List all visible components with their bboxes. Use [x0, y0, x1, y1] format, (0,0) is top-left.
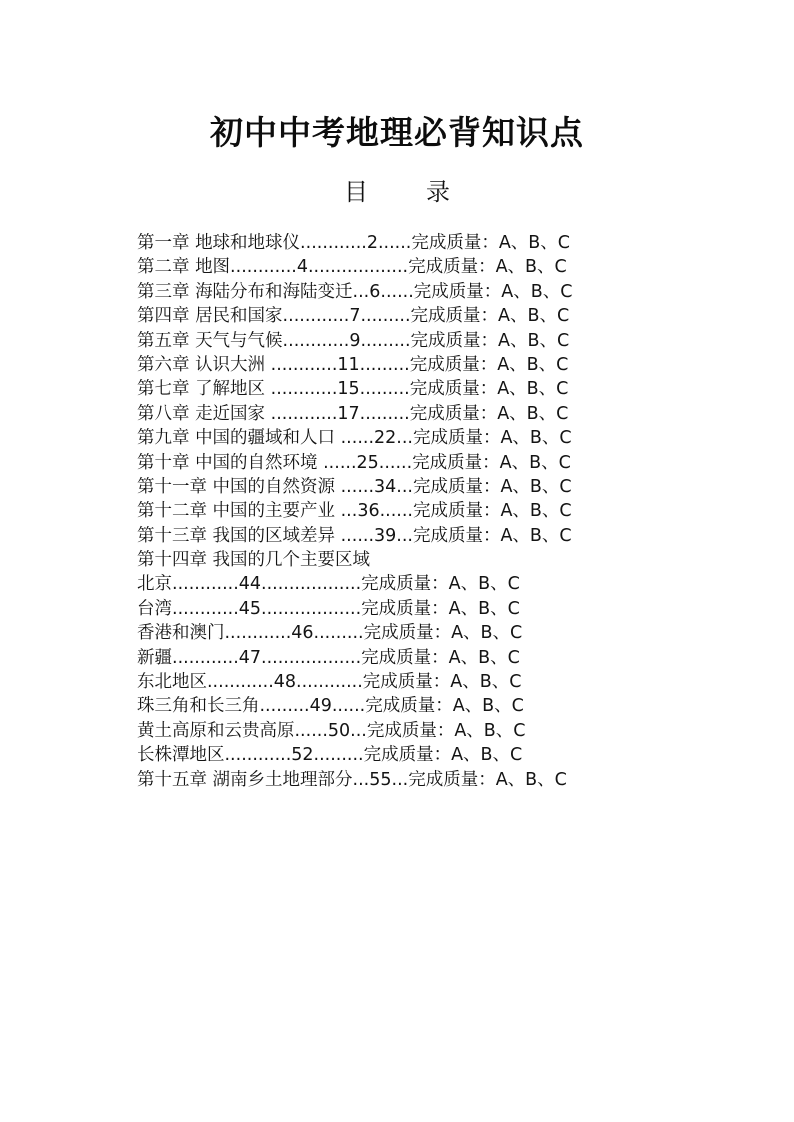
toc-entry: 第三章 海陆分布和海陆变迁...6......完成质量：A、B、C — [137, 281, 573, 302]
toc-heading — [0, 176, 794, 208]
toc-entry: 第十章 中国的自然环境 ......25......完成质量：A、B、C — [137, 452, 571, 473]
toc-entry: 第十二章 中国的主要产业 ...36......完成质量：A、B、C — [137, 501, 572, 522]
toc-entry: 第六章 认识大洲 ............11.........完成质量：A、B、C — [137, 354, 569, 375]
table-of-contents — [137, 231, 737, 792]
toc-entry: 第十一章 中国的自然资源 ......34...完成质量：A、B、C — [137, 476, 572, 497]
document-title: 初中中考地理必背知识点 — [210, 113, 584, 152]
toc-entry: 第五章 天气与气候............9.........完成质量：A、B、C — [137, 330, 570, 351]
toc-entry: 第四章 居民和国家............7.........完成质量：A、B、C — [137, 306, 570, 327]
toc-entry: 第十四章 我国的几个主要区域 — [137, 550, 371, 571]
toc-entry: 黄土高原和云贵高原......50...完成质量：A、B、C — [137, 720, 526, 741]
toc-entry: 第八章 走近国家 ............17.........完成质量：A、B、C — [137, 403, 569, 424]
toc-entry: 东北地区............48............完成质量：A、B、C — [137, 672, 522, 693]
toc-entry: 香港和澳门............46.........完成质量：A、B、C — [137, 623, 523, 644]
toc-entry: 第十三章 我国的区域差异 ......39...完成质量：A、B、C — [137, 525, 572, 546]
toc-entry: 第一章 地球和地球仪............2......完成质量：A、B、C — [137, 233, 571, 253]
toc-heading-left-char: 目 — [344, 178, 368, 206]
toc-entry: 第二章 地图............4..................完成质量：A、B、C — [137, 257, 567, 278]
toc-heading-right-char: 录 — [426, 178, 450, 206]
toc-entry: 北京............44..................完成质量：A、B、C — [137, 574, 520, 595]
toc-entry: 台湾............45..................完成质量：A、B、C — [137, 598, 520, 619]
toc-entry: 长株潭地区............52.........完成质量：A、B、C — [137, 745, 523, 766]
toc-entry: 第九章 中国的疆域和人口 ......22...完成质量：A、B、C — [137, 428, 572, 449]
toc-entry: 新疆............47..................完成质量：A、B、C — [137, 647, 520, 668]
toc-entry: 珠三角和长三角.........49......完成质量：A、B、C — [137, 696, 524, 717]
toc-entry: 第七章 了解地区 ............15.........完成质量：A、B、C — [137, 379, 569, 400]
toc-entry: 第十五章 湖南乡土地理部分...55...完成质量：A、B、C — [137, 769, 567, 790]
